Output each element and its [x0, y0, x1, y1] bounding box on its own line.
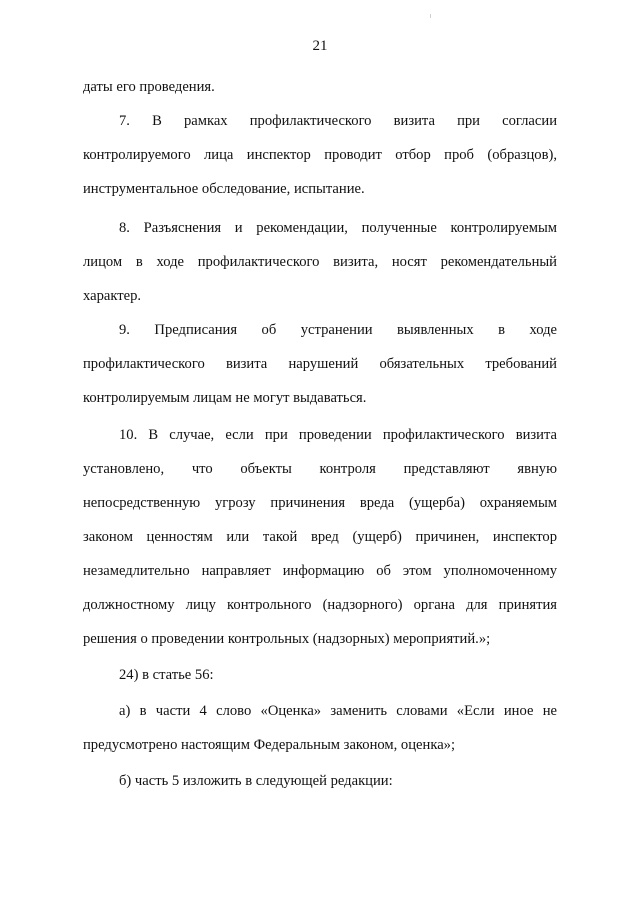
paragraph-subitem-a — [83, 694, 557, 762]
text-line: предусмотрено настоящим Федеральным законом, оценка»; — [83, 737, 456, 753]
text-line: непосредственную угрозу причинения вреда (ущерба) охраняемым — [83, 495, 557, 511]
text-line: 7. В рамках профилактического визита при согласии — [119, 113, 557, 129]
text-line: незамедлительно направляет информацию об этом уполномоченному — [83, 563, 557, 579]
paragraph-item-9 — [83, 313, 557, 415]
text-line: 9. Предписания об устранении выявленных в ходе — [119, 322, 557, 338]
text-line: контролируемого лица инспектор проводит отбор проб (образцов), — [83, 147, 557, 163]
scan-artifact — [430, 14, 431, 18]
page-number: 21 — [312, 38, 328, 54]
text-line: инструментальное обследование, испытание. — [83, 181, 365, 197]
text-line: характер. — [83, 288, 142, 304]
text-line: решения о проведении контрольных (надзорных) мероприятий.»; — [83, 631, 491, 647]
text-line: а) в части 4 слово «Оценка» заменить словами «Если иное не — [119, 703, 557, 719]
text-line: даты его проведения. — [83, 79, 215, 95]
text-line: профилактического визита нарушений обязательных требований — [83, 356, 557, 372]
paragraph-item-24 — [83, 658, 557, 692]
text-line: 10. В случае, если при проведении профилактического визита — [119, 427, 557, 443]
text-line: контролируемым лицам не могут выдаваться. — [83, 390, 367, 406]
paragraph-continuation — [83, 70, 557, 104]
paragraph-item-8 — [83, 211, 557, 313]
paragraph-item-7 — [83, 104, 557, 206]
text-line: должностному лицу контрольного (надзорного) органа для принятия — [83, 597, 557, 613]
text-line: 24) в статье 56: — [119, 667, 214, 683]
text-line: установлено, что объекты контроля представляют явную — [83, 461, 557, 477]
text-line: законом ценностям или такой вред (ущерб) причинен, инспектор — [83, 529, 557, 545]
text-line: 8. Разъяснения и рекомендации, полученные контролируемым — [119, 220, 557, 236]
text-line: лицом в ходе профилактического визита, носят рекомендательный — [83, 254, 557, 270]
paragraph-item-10 — [83, 418, 557, 656]
text-line: б) часть 5 изложить в следующей редакции: — [119, 773, 393, 789]
paragraph-subitem-b — [83, 764, 557, 798]
